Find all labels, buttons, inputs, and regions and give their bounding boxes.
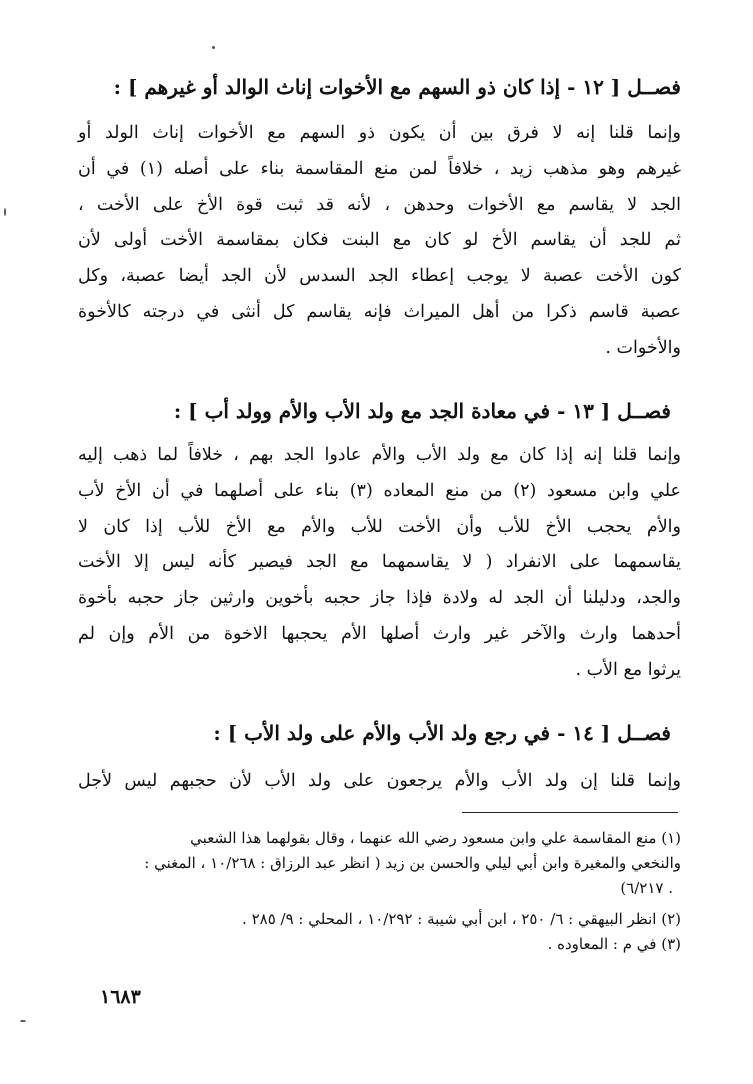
section-13-heading: فصــل [ ١٣ - في معادة الجد مع ولد الأب والأم وولد أب ] :	[173, 399, 671, 423]
text-line: علي وابن مسعود (٢) من منع المعاده (٣) بناء على أصلهما في أن الأخ لأب	[78, 480, 682, 501]
footnote-divider	[462, 812, 678, 813]
text-line: غيرهم وهو مذهب زيد ، خلافاً لمن منع المقاسمة بناء على أصله (١) في أن	[78, 158, 681, 179]
section-14-paragraph	[78, 764, 681, 800]
page-number: ١٦٨٣	[100, 986, 141, 1008]
text-line: والأخوات .	[605, 337, 681, 358]
text-line: وإنما قلنا إن ولد الأب والأم يرجعون على ولد الأب لأن حجبهم ليس لأجل	[78, 771, 681, 791]
section-12-heading: فصــل [ ١٢ - إذا كان ذو السهم مع الأخوات إناث الوالد أو غيرهم ] :	[113, 75, 681, 99]
footnote-line: (٣) في م : المعاوده .	[547, 935, 681, 953]
footnote-line: والنخعي والمغيرة وابن أبي ليلي والحسن بن زيد ( انظر عبد الرزاق : ١٠/٢٦٨ ، المغني :	[144, 854, 681, 872]
section-12-paragraph	[78, 116, 681, 367]
footnote-line: (١) منع المقاسمة علي وابن مسعود رضي الله عنهما ، وقال بقولهما هذا الشعبي	[190, 829, 681, 847]
text-line: يرثوا مع الأب .	[575, 659, 681, 680]
footnote-line: . ٦/٢١٧)	[620, 879, 673, 897]
footnotes	[78, 826, 681, 957]
section-13-paragraph	[78, 438, 681, 689]
text-line: عصبة قاسم ذكرا من أهل الميراث فإنه يقاسم كل أنثى في درجته كالأخوة	[78, 301, 681, 322]
footnote-line: (٢) انظر البيهقي : ٦/ ٢٥٠ ، ابن أبي شيبة : ١٠/٢٩٢ ، المحلي : ٩/ ٢٨٥ .	[242, 910, 681, 928]
scan-speck	[20, 1020, 26, 1022]
text-line: الجد لا يقاسم مع الأخوات وحدهن ، لأنه قد ثبت قوة الأخ على الأخت ،	[78, 194, 681, 215]
section-14-heading: فصــل [ ١٤ - في رجع ولد الأب والأم على ولد الأب ] :	[213, 721, 671, 745]
text-line: يقاسمهما على الانفراد ( لا يقاسمهما مع الجد فيصير كأنه ليس إلا الأخت	[78, 552, 681, 573]
scan-speck	[212, 46, 215, 49]
text-line: والجد، ودليلنا أن الجد له ولادة فإذا جاز حجبه بأخوين وارثين جاز حجبه بأخوة	[78, 588, 681, 609]
text-line: ثم للجد أن يقاسم الأخ لو كان مع البنت فكان بمقاسمة الأخت أولى لأن	[78, 230, 681, 251]
text-line: أحدهما وارث والآخر غير وارث أصلها الأم يحجبها الاخوة من الأم وإن لم	[78, 623, 681, 644]
text-line: وإنما قلنا إنه إذا كان مع ولد الأب والأم عادوا الجد بهم ، خلافاً لما ذهب إليه	[78, 445, 681, 465]
text-line: وإنما قلنا إنه لا فرق بين أن يكون ذو السهم مع الأخوات إناث الولد أو	[78, 123, 681, 143]
text-line: كون الأخت عصبة لا يوجب إعطاء الجد السدس لأن الجد أيضا عصبة، وكل	[78, 266, 681, 287]
scan-speck	[4, 208, 6, 216]
text-line: والأم يحجب الأخ للأب وأن الأخت للأب والأم مع الأخ للأب إذا كان لا	[78, 516, 681, 537]
